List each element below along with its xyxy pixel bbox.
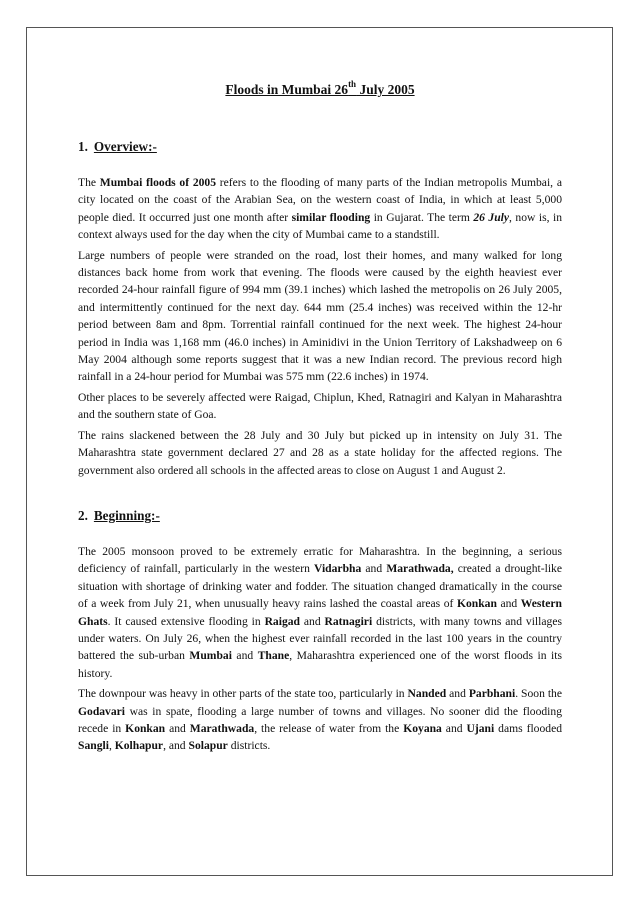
overview-paragraph-2: Large numbers of people were stranded on the road, lost their homes, and many walked for long distances back home from work that evening. The floods were caused by the eighth heaviest ever recorded 24-hour rainfall figure of 994 mm (39.1 inches) which lashed the metropolis on 26 July 2005, and intermittently continued for the next day. 644 mm (25.4 inches) was received within the 12-hr period between 8am and 8pm. Torrential rainfall continued for the next week. The highest 24-hour period in India was 1,168 mm (46.0 inches) in Aminidivi in the Union Territory of Lakshadweep on 6 May 2004 although some reports suggest that it was a new Indian record. The previous record high rainfall in a 24-hour period for Mumbai was 575 mm (22.6 inches) in 1974. [78,248,562,384]
section-heading-beginning: 2. Beginning:- [78,507,160,523]
section-heading-overview: 1. Overview:- [78,139,157,154]
overview-paragraph-1: The Mumbai floods of 2005 refers to the flooding of many parts of the Indian metropolis Mumbai, a city located on the coast of the Arabian Sea, on the western coast of India, in which at least 5,000 people died. It occurred just one month after similar flooding in Gujarat. The term 26 July, now is, in context always used for the day when the city of Mumbai came to a standstill. [78,176,562,242]
overview-paragraph-3: Other places to be severely affected were Raigad, Chiplun, Khed, Ratnagiri and Kalyan in Maharashtra and the southern state of Goa. [78,390,562,422]
page-title: Floods in Mumbai 26th July 2005 [225,79,415,97]
document-body [78,72,562,758]
title-superscript: th [348,79,357,89]
beginning-paragraph-2: The downpour was heavy in other parts of the state too, particularly in Nanded and Parbhani. Soon the Godavari was in spate, flooding a large number of towns and villages. No sooner did the flooding recede in Konkan and Marathwada, the release of water from the Koyana and Ujani dams flooded Sangli, Kolhapur, and Solapur districts. [78,687,563,753]
overview-paragraph-4: The rains slackened between the 28 July and 30 July but picked up in intensity on July 31. The Maharashtra state government declared 27 and 28 as a state holiday for the affected regions. The government also ordered all schools in the affected areas to close on August 1 and August 2. [78,428,562,477]
beginning-paragraph-1: The 2005 monsoon proved to be extremely erratic for Maharashtra. In the beginning, a serious deficiency of rainfall, particularly in the western Vidarbha and Marathwada, created a drought-like situation with shortage of drinking water and fodder. The situation changed dramatically in the course of a week from July 21, when unusually heavy rains lashed the coastal areas of Konkan and Western Ghats. It caused extensive flooding in Raigad and Ratnagiri districts, with many towns and villages under waters. On July 26, when the highest ever rainfall recorded in the last 100 years in the country battered the sub-urban Mumbai and Thane, Maharashtra experienced one of the worst floods in its history. [78,544,562,680]
